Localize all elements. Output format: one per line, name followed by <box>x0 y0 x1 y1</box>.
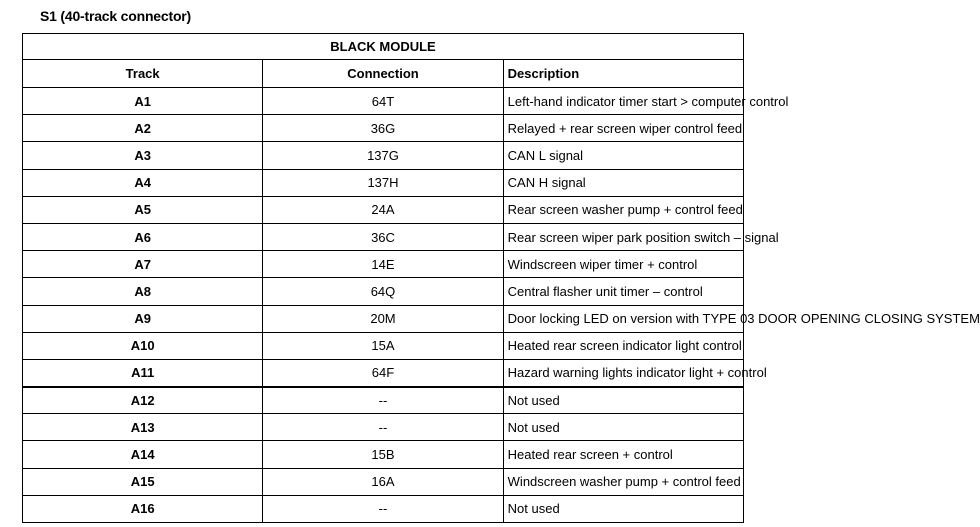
cell-connection: 64Q <box>263 278 503 305</box>
cell-track: A14 <box>23 441 263 468</box>
table-row <box>23 88 744 115</box>
cell-connection: 64F <box>263 359 503 386</box>
cell-connection: 36C <box>263 223 503 250</box>
cell-description: Not used <box>503 414 743 441</box>
cell-track: A12 <box>23 387 263 414</box>
cell-track: A4 <box>23 169 263 196</box>
table-row <box>23 142 744 169</box>
table-row <box>23 305 744 332</box>
table-row <box>23 223 744 250</box>
cell-description: Door locking LED on version with TYPE 03 DOOR OPENING CLOSING SYSTEM <box>503 305 743 332</box>
cell-connection: -- <box>263 495 503 522</box>
cell-description: Rear screen washer pump + control feed <box>503 196 743 223</box>
cell-description: Heated rear screen indicator light control <box>503 332 743 359</box>
cell-description: Not used <box>503 387 743 414</box>
cell-description: Rear screen wiper park position switch – signal <box>503 223 743 250</box>
column-header-track: Track <box>23 60 263 88</box>
cell-track: A9 <box>23 305 263 332</box>
cell-connection: 20M <box>263 305 503 332</box>
cell-connection: 24A <box>263 196 503 223</box>
cell-connection: 16A <box>263 468 503 495</box>
table-row <box>23 468 744 495</box>
cell-connection: 137G <box>263 142 503 169</box>
cell-track: A16 <box>23 495 263 522</box>
table-header-row <box>23 60 744 88</box>
cell-track: A2 <box>23 115 263 142</box>
cell-track: A7 <box>23 251 263 278</box>
cell-description: Central flasher unit timer – control <box>503 278 743 305</box>
table-row <box>23 495 744 522</box>
cell-track: A13 <box>23 414 263 441</box>
cell-connection: 137H <box>263 169 503 196</box>
cell-connection: 36G <box>263 115 503 142</box>
cell-description: Not used <box>503 495 743 522</box>
cell-connection: -- <box>263 387 503 414</box>
table-row <box>23 441 744 468</box>
cell-connection: 14E <box>263 251 503 278</box>
pin-table <box>22 33 980 523</box>
table-row <box>23 251 744 278</box>
table-row <box>23 332 744 359</box>
cell-description: Hazard warning lights indicator light + control <box>503 359 743 386</box>
table-row <box>23 387 744 414</box>
cell-description: Windscreen washer pump + control feed <box>503 468 743 495</box>
table-title: BLACK MODULE <box>23 34 744 60</box>
cell-description: Left-hand indicator timer start > computer control <box>503 88 743 115</box>
cell-description: CAN H signal <box>503 169 743 196</box>
section-title: S1 (40-track connector) <box>40 8 192 24</box>
table-row <box>23 278 744 305</box>
cell-description: Heated rear screen + control <box>503 441 743 468</box>
column-header-connection: Connection <box>263 60 503 88</box>
table-row <box>23 169 744 196</box>
table-row <box>23 196 744 223</box>
cell-track: A8 <box>23 278 263 305</box>
cell-track: A1 <box>23 88 263 115</box>
cell-track: A11 <box>23 359 263 386</box>
cell-description: CAN L signal <box>503 142 743 169</box>
table-title-row <box>23 34 744 60</box>
table-row <box>23 414 744 441</box>
cell-connection: 15B <box>263 441 503 468</box>
column-header-description: Description <box>503 60 743 88</box>
cell-track: A15 <box>23 468 263 495</box>
cell-connection: 64T <box>263 88 503 115</box>
table-row <box>23 359 744 386</box>
cell-connection: -- <box>263 414 503 441</box>
cell-track: A10 <box>23 332 263 359</box>
table-body <box>23 88 980 523</box>
cell-track: A5 <box>23 196 263 223</box>
cell-connection: 15A <box>263 332 503 359</box>
cell-track: A6 <box>23 223 263 250</box>
cell-description: Windscreen wiper timer + control <box>503 251 743 278</box>
table-row <box>23 115 744 142</box>
cell-description: Relayed + rear screen wiper control feed <box>503 115 743 142</box>
cell-track: A3 <box>23 142 263 169</box>
